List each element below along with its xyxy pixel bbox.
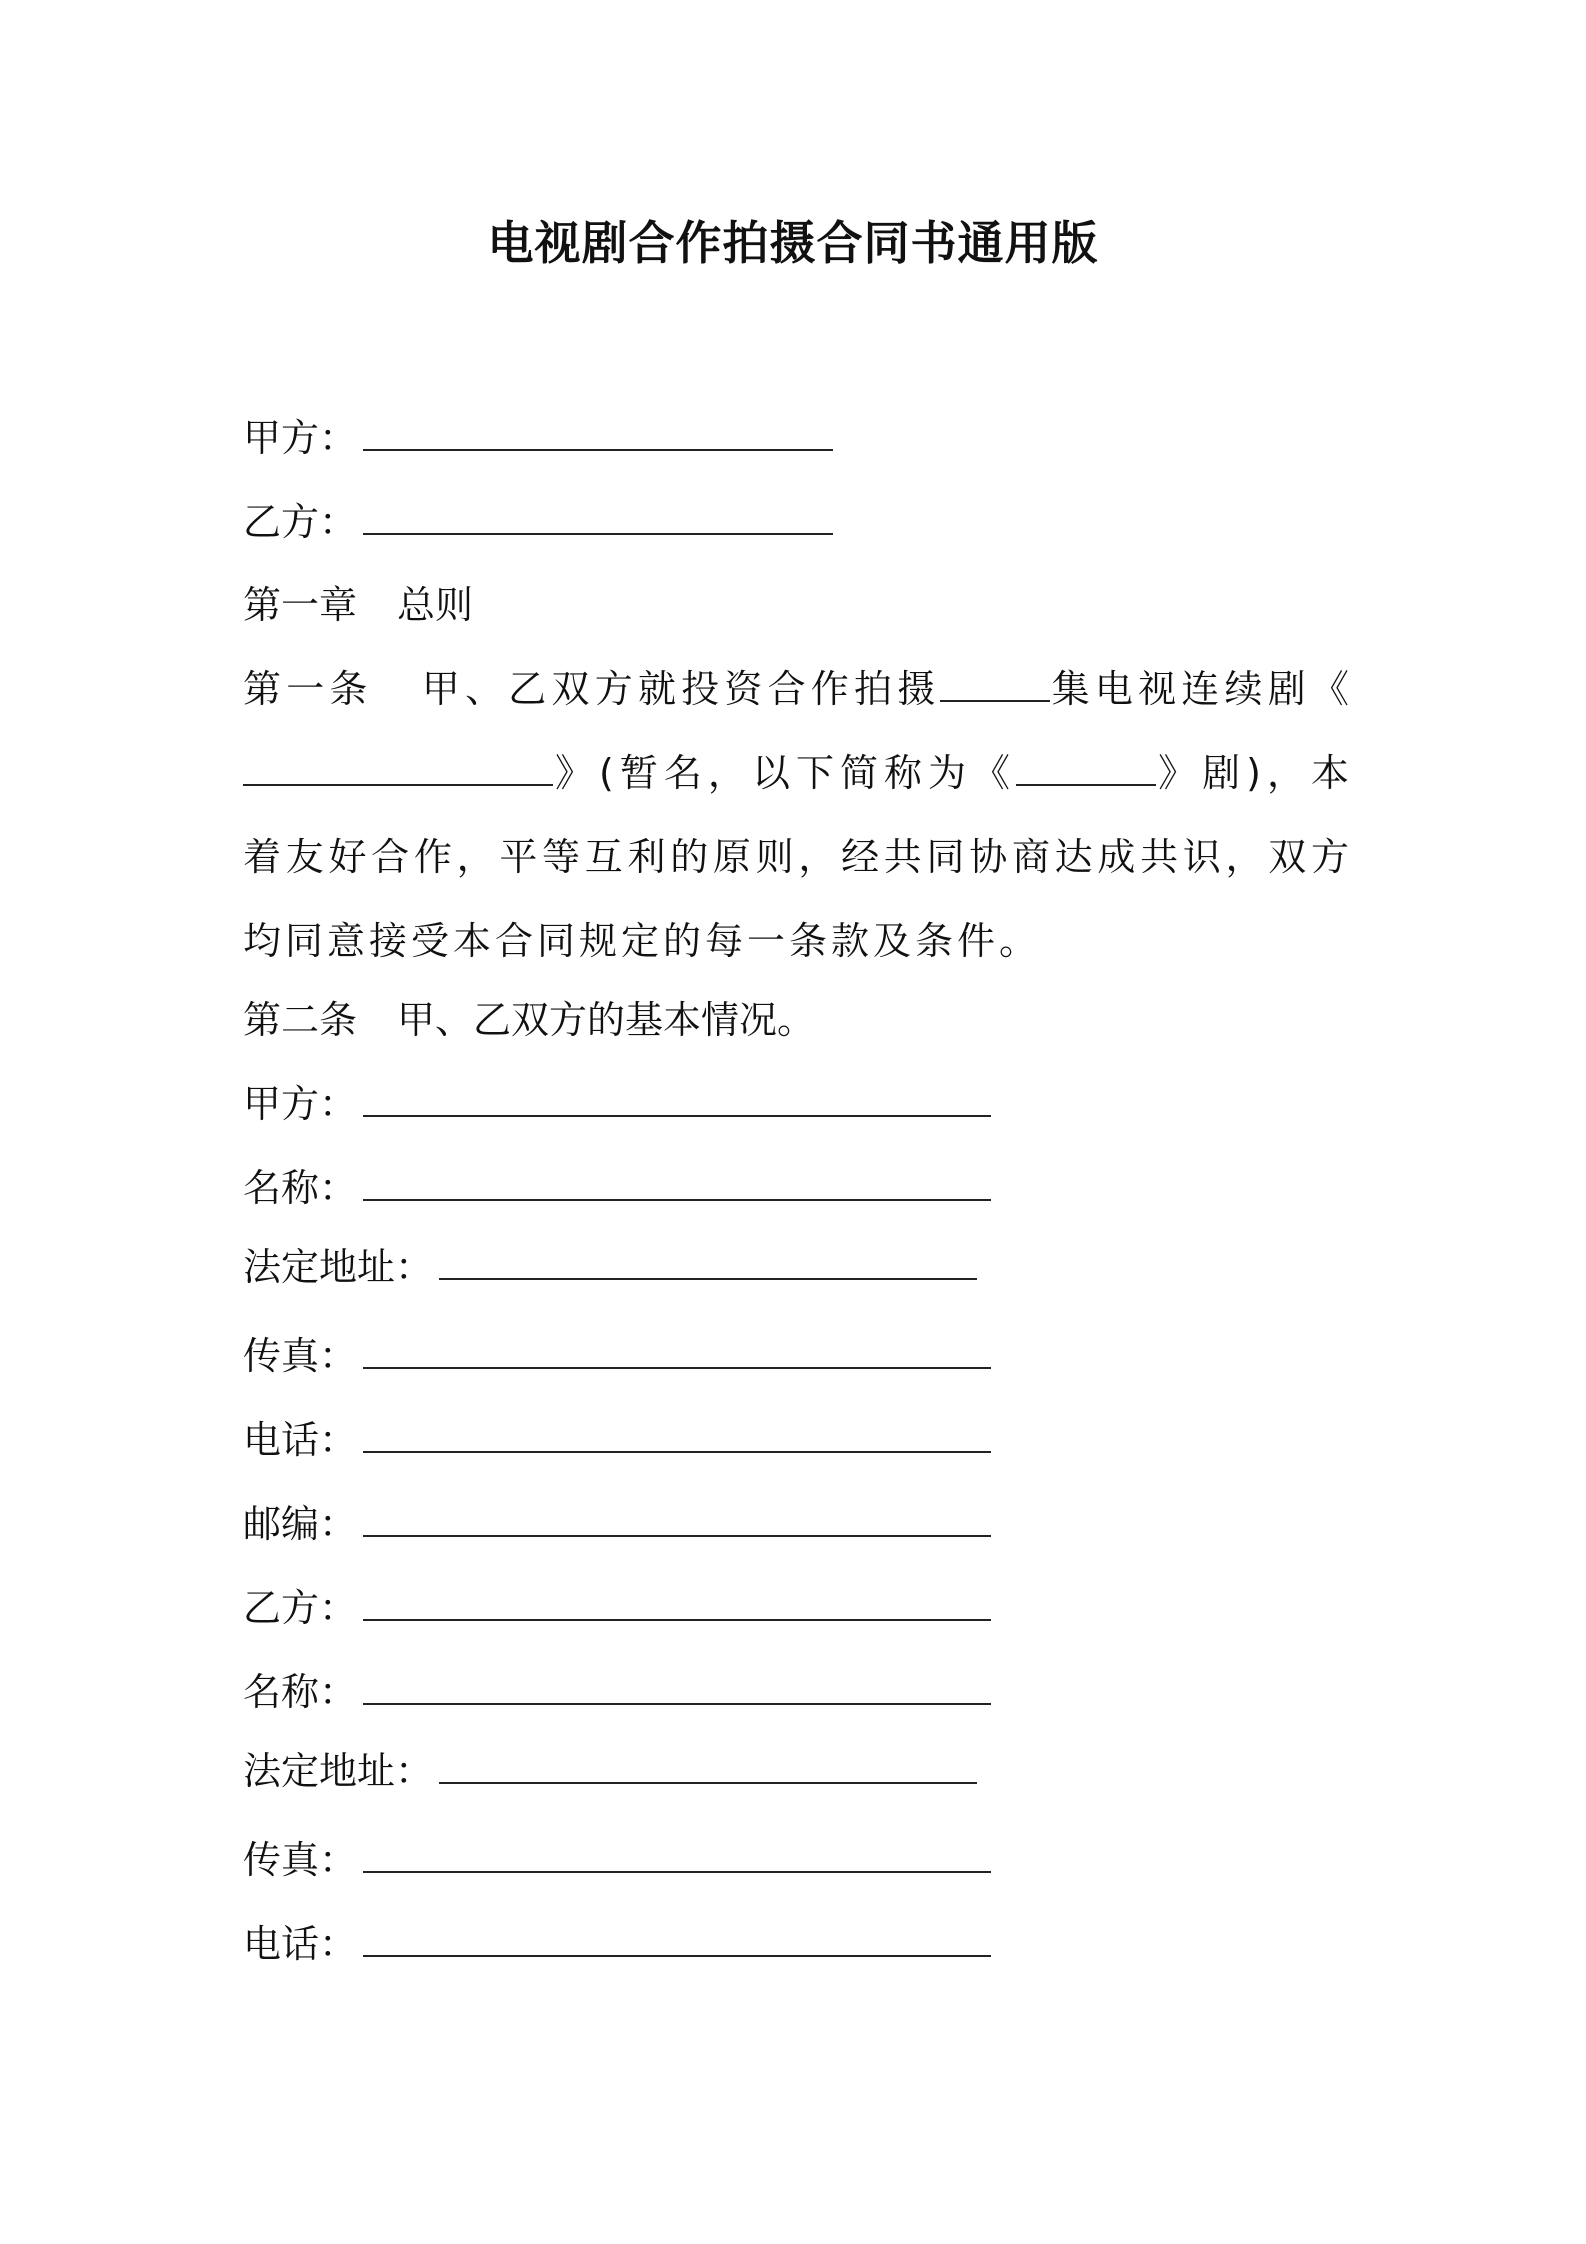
- party-a-postcode-blank[interactable]: [363, 1501, 991, 1537]
- party-b-info-label: 乙方：: [243, 1586, 358, 1630]
- party-a-name-blank[interactable]: [363, 1165, 991, 1201]
- article-1-paragraph: [243, 647, 1353, 983]
- episode-count-blank[interactable]: [940, 666, 1050, 702]
- party-a-phone-blank[interactable]: [363, 1417, 991, 1453]
- party-a-name-label: 名称：: [243, 1166, 358, 1210]
- party-a-info-line: [243, 1079, 991, 1129]
- party-b-info-blank[interactable]: [363, 1585, 991, 1621]
- article-2-number: 第二条: [243, 998, 358, 1042]
- party-b-address-blank[interactable]: [439, 1748, 977, 1784]
- drama-short-name-blank[interactable]: [1016, 750, 1156, 786]
- chapter-heading: [243, 580, 473, 630]
- party-b-fax-label: 传真：: [243, 1838, 358, 1882]
- party-b-address-label: 法定地址：: [243, 1749, 434, 1793]
- drama-title-blank[interactable]: [243, 750, 553, 786]
- article-1-text-3: 《: [1310, 667, 1353, 711]
- party-a-blank[interactable]: [363, 415, 833, 451]
- party-b-name-label: 名称：: [243, 1670, 358, 1714]
- party-a-phone-label: 电话：: [243, 1418, 358, 1462]
- document-title: 电视剧合作拍摄合同书通用版: [487, 216, 1099, 270]
- article-1-text-5: 》剧)，本着友好合作，平等互利的原则，经共同协商达成共识，双方均同意接受本合同规定的每一条款及条件。: [243, 751, 1354, 963]
- party-b-label: 乙方：: [243, 500, 358, 544]
- party-a-fax-line: [243, 1331, 991, 1381]
- party-a-phone-line: [243, 1415, 991, 1465]
- party-a-line: [243, 413, 833, 463]
- party-b-fax-blank[interactable]: [363, 1837, 991, 1873]
- article-1-text-2: 集电视连续剧: [1050, 667, 1311, 711]
- party-a-address-line: [243, 1242, 977, 1292]
- party-a-address-label: 法定地址：: [243, 1245, 434, 1289]
- party-a-fax-blank[interactable]: [363, 1333, 991, 1369]
- party-a-postcode-label: 邮编：: [243, 1502, 358, 1546]
- party-b-phone-blank[interactable]: [363, 1921, 991, 1957]
- party-a-info-blank[interactable]: [363, 1081, 991, 1117]
- party-b-name-blank[interactable]: [363, 1669, 991, 1705]
- party-b-phone-line: [243, 1919, 991, 1969]
- party-b-line: [243, 497, 833, 547]
- party-b-blank[interactable]: [363, 499, 833, 535]
- chapter-number: 第一章: [243, 583, 358, 627]
- party-a-name-line: [243, 1163, 991, 1213]
- article-2-line: [243, 995, 815, 1045]
- party-b-fax-line: [243, 1835, 991, 1885]
- party-a-label: 甲方：: [243, 416, 358, 460]
- article-1-text-4: 》(暂名，以下简称为《: [553, 751, 1017, 795]
- chapter-name: 总则: [397, 583, 474, 627]
- party-b-name-line: [243, 1667, 991, 1717]
- party-a-address-blank[interactable]: [439, 1244, 977, 1280]
- party-a-postcode-line: [243, 1499, 991, 1549]
- party-a-fax-label: 传真：: [243, 1334, 358, 1378]
- party-b-address-line: [243, 1746, 977, 1796]
- article-1-text-1: 甲、乙双方就投资合作拍摄: [420, 667, 941, 711]
- party-b-phone-label: 电话：: [243, 1922, 358, 1966]
- article-1-number: 第一条: [243, 667, 373, 711]
- party-a-info-label: 甲方：: [243, 1082, 358, 1126]
- party-b-info-line: [243, 1583, 991, 1633]
- article-2-text: 甲、乙双方的基本情况。: [397, 998, 816, 1042]
